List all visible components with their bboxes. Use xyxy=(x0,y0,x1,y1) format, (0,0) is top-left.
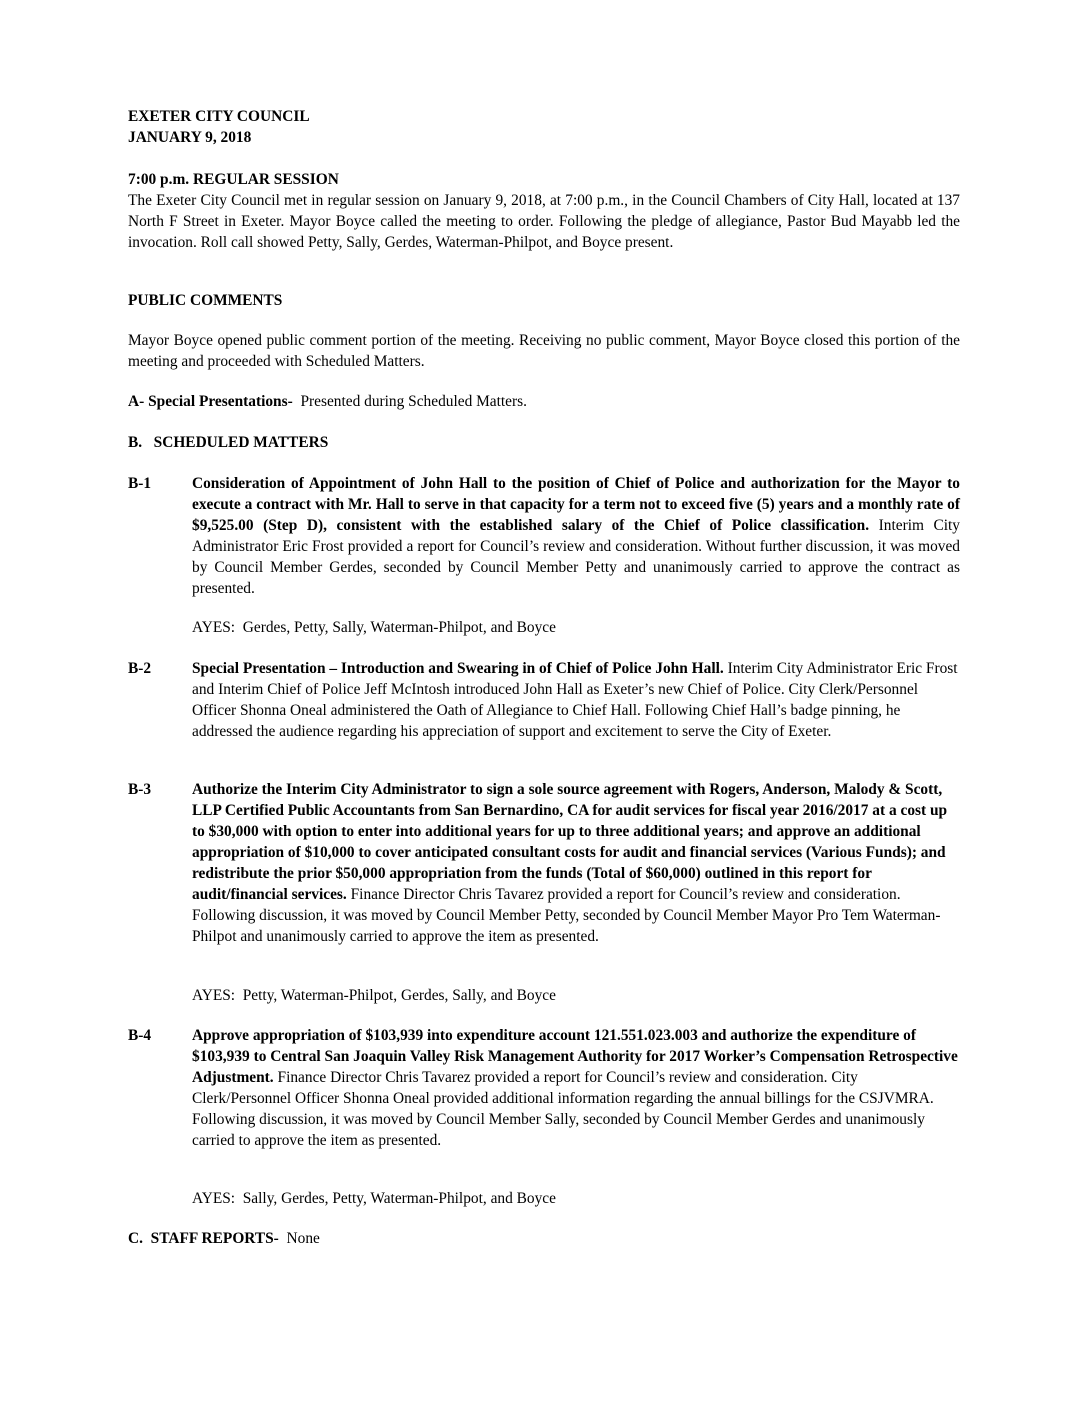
item-number: B-4 xyxy=(128,1027,152,1044)
item-body xyxy=(192,658,960,742)
org-title: EXETER CITY COUNCIL xyxy=(128,108,310,125)
session-paragraph: The Exeter City Council met in regular session on January 9, 2018, at 7:00 p.m., in the Council Chambers of City Hall, located at 137 North F Street in Exeter. Mayor Boyce called the meeting to order. Following the pledge of allegiance, Pastor Bud Mayabb led the invocation. Roll call showed Petty, Sally, Gerdes, Waterman-Philpot, and Boyce present. xyxy=(128,192,960,251)
ayes-b4: AYES: Sally, Gerdes, Petty, Waterman-Philpot, and Boyce xyxy=(192,1190,556,1207)
item-body xyxy=(192,473,960,599)
item-text: Finance Director Chris Tavarez provided a report for Council’s review and consideration. Following discussion, it was moved by Council Member Petty, seconded by Council Member Mayor Pro Tem Waterman-Philpot and unanimously carried to approve the item as presented. xyxy=(192,886,941,945)
staff-reports-text: None xyxy=(286,1230,320,1247)
item-title: Special Presentation – Introduction and Swearing in of Chief of Police John Hall. xyxy=(192,660,724,677)
item-text: Finance Director Chris Tavarez provided a report for Council’s review and consideration. City Clerk/Personnel Officer Shonna Oneal provided additional information regarding the annual billings for the CSJVMRA. Following discussion, it was moved by Council Member Sally, seconded by Council Member Gerdes and unanimously carried to approve the item as presented. xyxy=(192,1069,934,1149)
agenda-item-b4 xyxy=(128,1025,960,1151)
ayes-b3: AYES: Petty, Waterman-Philpot, Gerdes, Sally, and Boyce xyxy=(192,987,556,1004)
meeting-date: JANUARY 9, 2018 xyxy=(128,129,252,146)
item-body xyxy=(192,779,960,947)
agenda-item-b1 xyxy=(128,473,960,599)
item-body xyxy=(192,1025,960,1151)
scheduled-matters-heading: B. SCHEDULED MATTERS xyxy=(128,434,329,451)
ayes-b1: AYES: Gerdes, Petty, Sally, Waterman-Philpot, and Boyce xyxy=(192,619,556,636)
special-presentations-line xyxy=(128,391,960,412)
agenda-item-b3 xyxy=(128,779,960,947)
special-presentations-text: Presented during Scheduled Matters. xyxy=(300,393,527,410)
item-text: Interim City Administrator Eric Frost and Interim Chief of Police Jeff McIntosh introduced John Hall as Exeter’s new Chief of Police. City Clerk/Personnel Officer Shonna Oneal administered the Oath of Allegiance to Chief Hall. Following Chief Hall’s badge pinning, he addressed the audience regarding his appreciation of support and excitement to serve the City of Exeter. xyxy=(192,660,958,740)
item-number: B-3 xyxy=(128,781,152,798)
item-title: Authorize the Interim City Administrator to sign a sole source agreement with Rogers, Anderson, Malody & Scott, LLP Certified Public Accountants from San Bernardino, CA for audit services for fiscal year 2016/2017 at a cost up to $30,000 with option to enter into additional years for up to three additional years; and approve an additional appropriation of $10,000 to cover anticipated consultant costs for audit and financial services (Various Funds); and redistribute the prior $50,000 appropriation from the funds (Total of $60,000) outlined in this report for audit/financial services. xyxy=(192,781,948,903)
session-heading: 7:00 p.m. REGULAR SESSION xyxy=(128,171,339,188)
staff-reports-line xyxy=(128,1228,960,1249)
public-comments-paragraph: Mayor Boyce opened public comment portion of the meeting. Receiving no public comment, Mayor Boyce closed this portion of the meeting and proceeded with Scheduled Matters. xyxy=(128,332,960,370)
agenda-item-b2 xyxy=(128,658,960,742)
public-comments-heading: PUBLIC COMMENTS xyxy=(128,292,283,309)
item-text: Interim City Administrator Eric Frost provided a report for Council’s review and consideration. Without further discussion, it was moved by Council Member Gerdes, seconded by Council Member Petty and unanimously carried to approve the contract as presented. xyxy=(192,517,960,597)
item-number: B-1 xyxy=(128,475,152,492)
item-number: B-2 xyxy=(128,660,152,677)
special-presentations-label: A- Special Presentations- xyxy=(128,393,293,410)
item-title: Approve appropriation of $103,939 into expenditure account 121.551.023.003 and authorize the expenditure of $103,939 to Central San Joaquin Valley Risk Management Authority for 2017 Worker’s Compensation Retrospective Adjustment. xyxy=(192,1027,958,1086)
item-title: Consideration of Appointment of John Hall to the position of Chief of Police and authorization for the Mayor to execute a contract with Mr. Hall to serve in that capacity for a term not to exceed five (5) years and a monthly rate of $9,525.00 (Step D), consistent with the established salary of the Chief of Police classification. xyxy=(192,475,960,534)
staff-reports-label: C. STAFF REPORTS- xyxy=(128,1230,279,1247)
